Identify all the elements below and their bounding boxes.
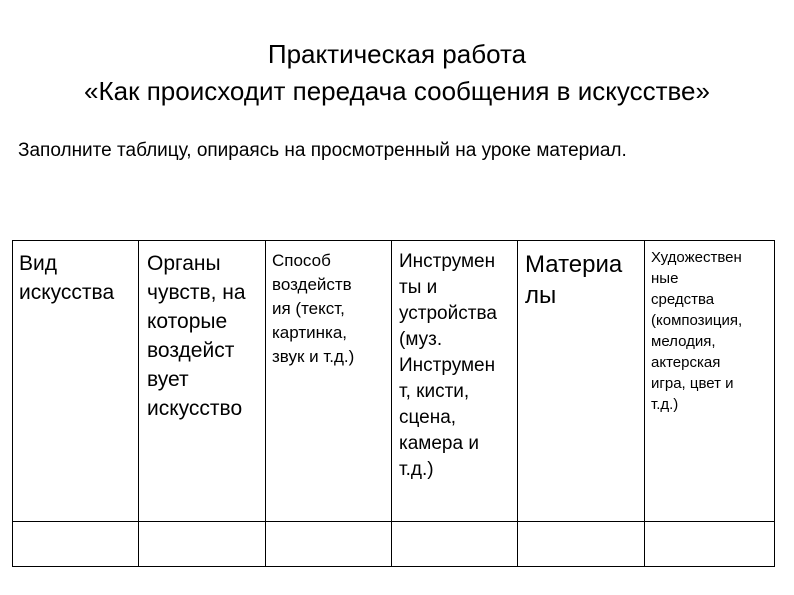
column-divider bbox=[391, 241, 392, 566]
title-line-2: «Как происходит передача сообщения в искусстве» bbox=[84, 76, 710, 106]
instruction-text: Заполните таблицу, опираясь на просмотренный на уроке материал. bbox=[18, 140, 627, 161]
column-divider bbox=[265, 241, 266, 566]
header-artistic-means: Художествен ные средства (композиция, мелодия, актерская игра, цвет и т.д.) bbox=[651, 249, 743, 413]
title-line-1: Практическая работа bbox=[267, 39, 527, 69]
page-title bbox=[0, 36, 794, 110]
column-divider bbox=[517, 241, 518, 566]
header-sense-organs: Органы чувств, на которые воздейст вует искусство bbox=[147, 252, 246, 420]
empty-answer-row[interactable] bbox=[13, 522, 774, 566]
column-divider bbox=[138, 241, 139, 566]
worksheet-table bbox=[12, 240, 775, 567]
header-art-type: Вид искусства bbox=[19, 252, 115, 304]
header-method: Способ воздейств ия (текст, картинка, звук и т.д.) bbox=[272, 251, 355, 366]
header-instruments: Инструмен ты и устройства (муз. Инструмен т, кисти, сцена, камера и т.д.) bbox=[399, 251, 497, 480]
column-divider bbox=[644, 241, 645, 566]
header-materials: Материа лы bbox=[525, 251, 623, 309]
